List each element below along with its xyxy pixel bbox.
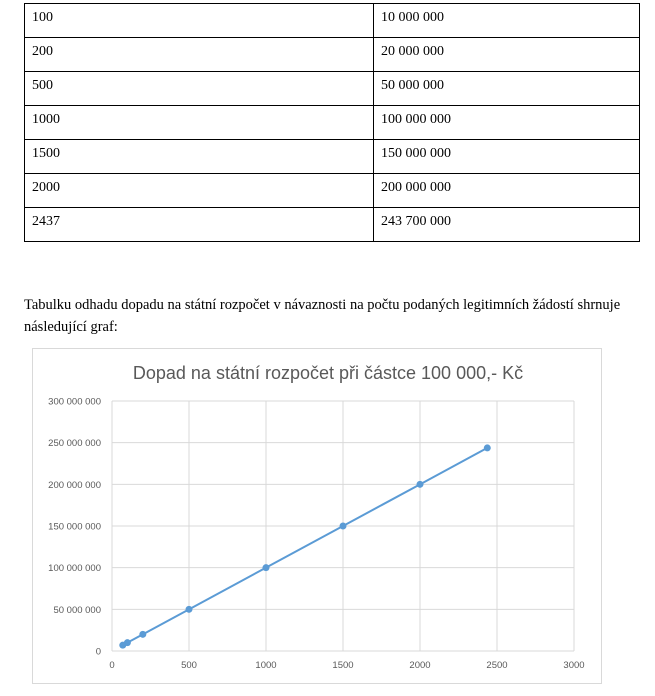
cell-amount: 10 000 000 bbox=[374, 4, 640, 38]
chart-area bbox=[32, 348, 602, 684]
series-line bbox=[123, 448, 488, 645]
cell-count: 1000 bbox=[25, 106, 374, 140]
data-point bbox=[484, 444, 491, 451]
table-row bbox=[25, 38, 640, 72]
data-point bbox=[124, 639, 131, 646]
cell-amount: 50 000 000 bbox=[374, 72, 640, 106]
intro-paragraph: Tabulku odhadu dopadu na státní rozpočet v návaznosti na počtu podaných legitimních žádostí shrnuje následující graf: bbox=[24, 297, 621, 335]
impact-table bbox=[24, 3, 640, 242]
table-row bbox=[25, 72, 640, 106]
chart-title: Dopad na státní rozpočet při částce 100 000,- Kč bbox=[132, 363, 524, 383]
data-point bbox=[417, 481, 424, 488]
cell-count: 1500 bbox=[25, 140, 374, 174]
cell-count: 500 bbox=[25, 72, 374, 106]
y-tick-label: 100 000 000 bbox=[48, 563, 101, 575]
cell-count: 200 bbox=[25, 38, 374, 72]
x-tick-label: 0 bbox=[109, 660, 115, 671]
x-tick-label: 1000 bbox=[255, 660, 277, 671]
cell-amount: 243 700 000 bbox=[374, 208, 640, 242]
y-tick-label: 200 000 000 bbox=[48, 479, 101, 491]
cell-amount: 100 000 000 bbox=[374, 106, 640, 140]
table-row bbox=[25, 174, 640, 208]
y-tick-label: 50 000 000 bbox=[53, 604, 101, 616]
y-tick-label: 250 000 000 bbox=[48, 438, 101, 450]
cell-amount: 200 000 000 bbox=[374, 174, 640, 208]
x-tick-label: 1500 bbox=[332, 660, 354, 671]
cell-amount: 150 000 000 bbox=[374, 140, 640, 174]
cell-count: 2437 bbox=[25, 208, 374, 242]
data-point bbox=[186, 606, 193, 613]
y-tick-label: 0 bbox=[95, 646, 101, 658]
x-tick-label: 2000 bbox=[409, 660, 431, 671]
y-tick-label: 150 000 000 bbox=[48, 521, 101, 533]
cell-count: 2000 bbox=[25, 174, 374, 208]
data-point bbox=[340, 523, 347, 530]
cell-amount: 20 000 000 bbox=[374, 38, 640, 72]
table-row bbox=[25, 140, 640, 174]
table-row bbox=[25, 208, 640, 242]
data-point bbox=[139, 631, 146, 638]
x-tick-label: 3000 bbox=[563, 660, 585, 671]
cell-count: 100 bbox=[25, 4, 374, 38]
table-row bbox=[25, 106, 640, 140]
x-tick-label: 2500 bbox=[486, 660, 508, 671]
table-row bbox=[25, 4, 640, 38]
y-tick-label: 300 000 000 bbox=[48, 396, 101, 408]
impact-line-chart bbox=[33, 349, 601, 683]
data-point bbox=[263, 564, 270, 571]
x-tick-label: 500 bbox=[181, 660, 197, 671]
